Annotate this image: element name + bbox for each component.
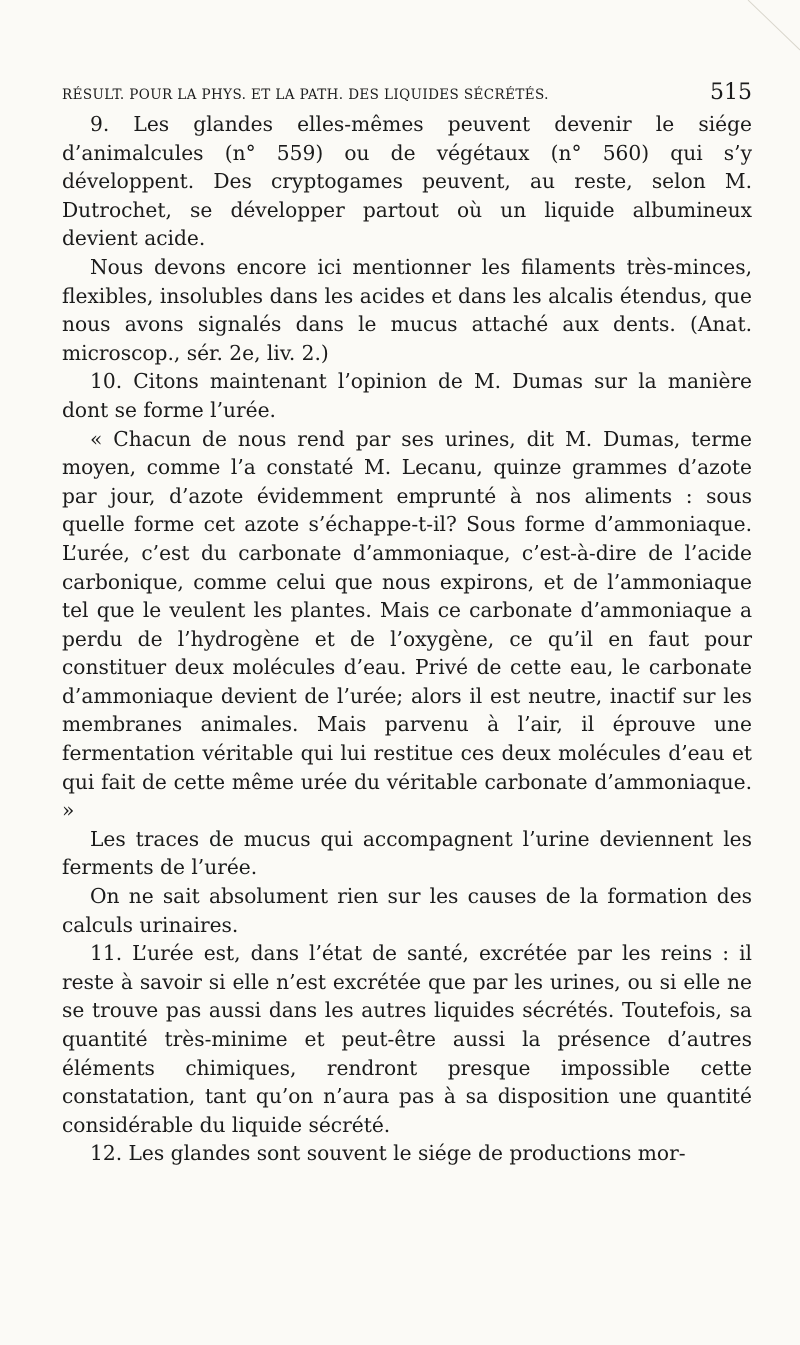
page-corner-fold <box>740 0 800 60</box>
body-text <box>62 110 752 1168</box>
paragraph-filaments: Nous devons encore ici mentionner les filaments très-minces, flexibles, insolubles dans les acides et dans les alcalis étendus, que nous avons signalés dans le mucus attaché aux dents. (Anat. microscop., sér. 2e, liv. 2.) <box>62 254 752 365</box>
running-header <box>62 80 752 110</box>
paragraph-10: 10. Citons maintenant l’opinion de M. Dumas sur la manière dont se forme l’urée. <box>62 369 752 422</box>
paragraph-12: 12. Les glandes sont souvent le siége de productions mor- <box>90 1141 686 1166</box>
paragraph-mucus-traces: Les traces de mucus qui accompagnent l’urine deviennent les ferments de l’urée. <box>62 826 752 880</box>
paragraph-9: 9. Les glandes elles-mêmes peuvent devenir le siége d’animalcules (n° 559) ou de végétaux (n° 560) qui s’y développent. Des cryptogames peuvent, au reste, selon M. Dutrochet, se développer partout où un liquide albumineux devient acide. <box>62 112 752 251</box>
paragraph-dumas-quote: « Chacun de nous rend par ses urines, dit M. Dumas, terme moyen, comme l’a constaté M. Lecanu, quinze grammes d’azote par jour, d’azote évidemment emprunté à nos aliments : sous quelle forme cet azote s’échappe-t-il? Sous forme d’ammoniaque. L’urée, c’est du carbonate d’ammoniaque, c’est-à-dire de l’acide carbonique, comme celui que nous expirons, et de l’ammoniaque tel que le veulent les plantes. Mais ce carbonate d’ammoniaque a perdu de l’hydrogène et de l’oxygène, ce qu’il en faut pour constituer deux molécules d’eau. Privé de cette eau, le carbonate d’ammoniaque devient de l’urée; alors il est neutre, inactif sur les membranes animales. Mais parvenu à l’air, il éprouve une fermentation véritable qui lui restitue ces deux molécules d’eau et qui fait de cette même urée du véritable carbonate d’ammoniaque. » <box>62 426 752 823</box>
book-page <box>62 80 752 1168</box>
page-number: 515 <box>710 80 752 105</box>
paragraph-calculs: On ne sait absolument rien sur les causes de la formation des calculs urinaires. <box>62 884 752 937</box>
paragraph-11: 11. L’urée est, dans l’état de santé, excrétée par les reins : il reste à savoir si elle n’est excrétée que par les urines, ou si elle ne se trouve pas aussi dans les autres liquides sécrétés. Toutefois, sa quantité très-minime et peut-être aussi la présence d’autres éléments chimiques, rendront presque impossible cette constatation, tant qu’on n’aura pas à sa disposition une quantité considérable du liquide sécrété. <box>62 941 752 1137</box>
running-title: RÉSULT. POUR LA PHYS. ET LA PATH. DES LIQUIDES SÉCRÉTÉS. <box>62 87 549 103</box>
